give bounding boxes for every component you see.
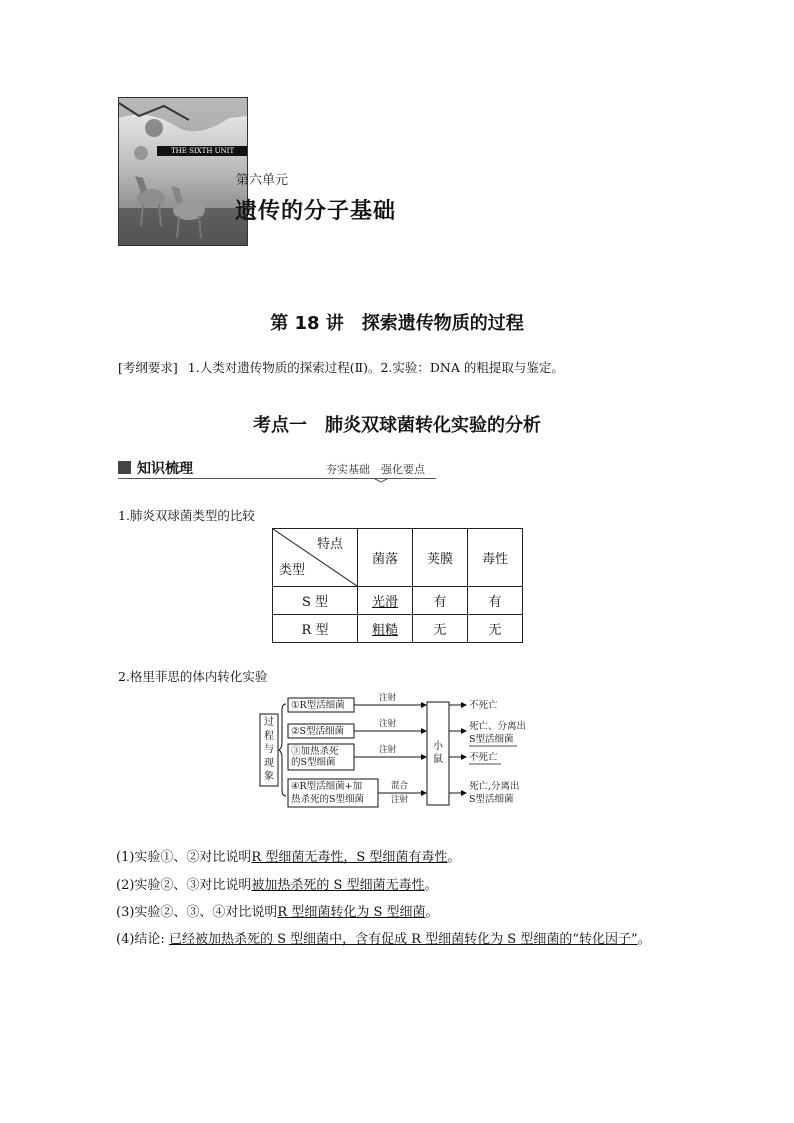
table-cell-type: S 型 xyxy=(273,587,358,615)
section-header xyxy=(118,455,436,481)
section-subtitle: 夯实基础 强化要点 xyxy=(326,463,425,476)
input-4-line1: ④R型活细菌+加 xyxy=(291,781,363,792)
divider-notch-icon xyxy=(374,475,388,483)
table-row xyxy=(273,615,523,643)
unit-photo-caption: THE SIXTH UNIT xyxy=(171,147,235,155)
column-header: 毒性 xyxy=(468,529,523,587)
conclusion-suffix: 。 xyxy=(424,878,438,893)
unit-label: 第六单元 xyxy=(236,173,289,188)
outcome-3: 不死亡 xyxy=(469,752,498,763)
section-title: 知识梳理 xyxy=(137,461,193,477)
lecture-title: 第 18 讲 探索遗传物质的过程 xyxy=(270,313,524,334)
input-2: ②S型活细菌 xyxy=(291,726,345,737)
conclusion-key: R 型细菌无毒性，S 型细菌有毒性 xyxy=(251,850,448,865)
column-header: 荚膜 xyxy=(413,529,468,587)
table-header-row xyxy=(273,529,523,587)
conclusion-prefix: (3)实验②、③、④对比说明 xyxy=(116,905,278,920)
table-row xyxy=(273,587,523,615)
colony-value: 光滑 xyxy=(371,595,398,610)
table-cell-type: R 型 xyxy=(273,615,358,643)
conclusion-line xyxy=(116,901,439,920)
input-3-line2: 的S型细菌 xyxy=(291,757,336,768)
arrow-label: 注射 xyxy=(379,719,397,729)
heading-bacteria-types: 1.肺炎双球菌类型的比较 xyxy=(118,508,255,523)
arrow-label: 注射 xyxy=(391,795,409,805)
outcome-1: 不死亡 xyxy=(469,700,498,711)
outcome-4-line2: S型活细菌 xyxy=(469,794,514,805)
conclusion-key: 被加热杀死的 S 型细菌无毒性 xyxy=(251,878,425,893)
exam-outline xyxy=(118,358,564,376)
corner-top-label: 特点 xyxy=(316,537,343,552)
unit-cover-photo xyxy=(118,97,248,246)
process-phenomenon-label: 过程与现象 xyxy=(264,717,274,782)
conclusion-line xyxy=(116,928,651,947)
arrow-label: 注射 xyxy=(379,693,397,703)
arrow-label: 混合 xyxy=(391,781,409,791)
section-divider xyxy=(118,478,436,479)
arrow-label: 注射 xyxy=(379,745,397,755)
outcome-2-line2: S型活细菌 xyxy=(469,734,514,745)
conclusion-suffix: 。 xyxy=(425,905,439,920)
unit-title: 遗传的分子基础 xyxy=(235,199,397,224)
colony-value: 粗糙 xyxy=(371,623,398,638)
table-cell-colony xyxy=(358,587,413,615)
conclusion-prefix: (4)结论: xyxy=(116,932,169,947)
outcome-2-line1: 死亡、分离出 xyxy=(469,721,527,732)
conclusion-line xyxy=(116,846,460,865)
outline-tag: [考纲要求] xyxy=(118,360,178,375)
kaodian-title: 考点一 肺炎双球菌转化实验的分析 xyxy=(253,415,541,436)
table-cell-capsule: 无 xyxy=(413,615,468,643)
table-cell-toxicity: 有 xyxy=(468,587,523,615)
conclusion-suffix: 。 xyxy=(637,932,651,947)
conclusion-suffix: 。 xyxy=(447,850,461,865)
outcome-4-line1: 死亡,分离出 xyxy=(469,781,520,792)
deer-photo-illustration xyxy=(119,98,247,245)
heading-griffith-experiment: 2.格里菲思的体内转化实验 xyxy=(118,669,268,684)
corner-bottom-label: 类型 xyxy=(279,563,306,578)
table-cell-colony xyxy=(358,615,413,643)
conclusion-line xyxy=(116,874,438,893)
conclusion-key: 已经被加热杀死的 S 型细菌中，含有促成 R 型细菌转化为 S 型细菌的“转化因子” xyxy=(168,932,638,947)
column-header: 菌落 xyxy=(358,529,413,587)
outline-text: 1.人类对遗传物质的探索过程(Ⅱ)。2.实验：DNA 的粗提取与鉴定。 xyxy=(187,360,564,375)
table-cell-toxicity: 无 xyxy=(468,615,523,643)
bacteria-comparison-table xyxy=(272,528,523,643)
input-4-line2: 热杀死的S型细菌 xyxy=(291,794,365,805)
input-1: ①R型活细菌 xyxy=(291,700,345,711)
conclusion-key: R 型细菌转化为 S 型细菌 xyxy=(277,905,426,920)
section-square-icon xyxy=(118,461,131,474)
conclusion-prefix: (2)实验②、③对比说明 xyxy=(116,878,252,893)
table-corner-cell xyxy=(273,529,358,587)
griffith-flow-diagram xyxy=(255,690,545,810)
mouse-label: 小鼠 xyxy=(433,741,443,765)
input-3-line1: ③加热杀死 xyxy=(291,746,339,757)
table-cell-capsule: 有 xyxy=(413,587,468,615)
conclusion-prefix: (1)实验①、②对比说明 xyxy=(116,850,252,865)
